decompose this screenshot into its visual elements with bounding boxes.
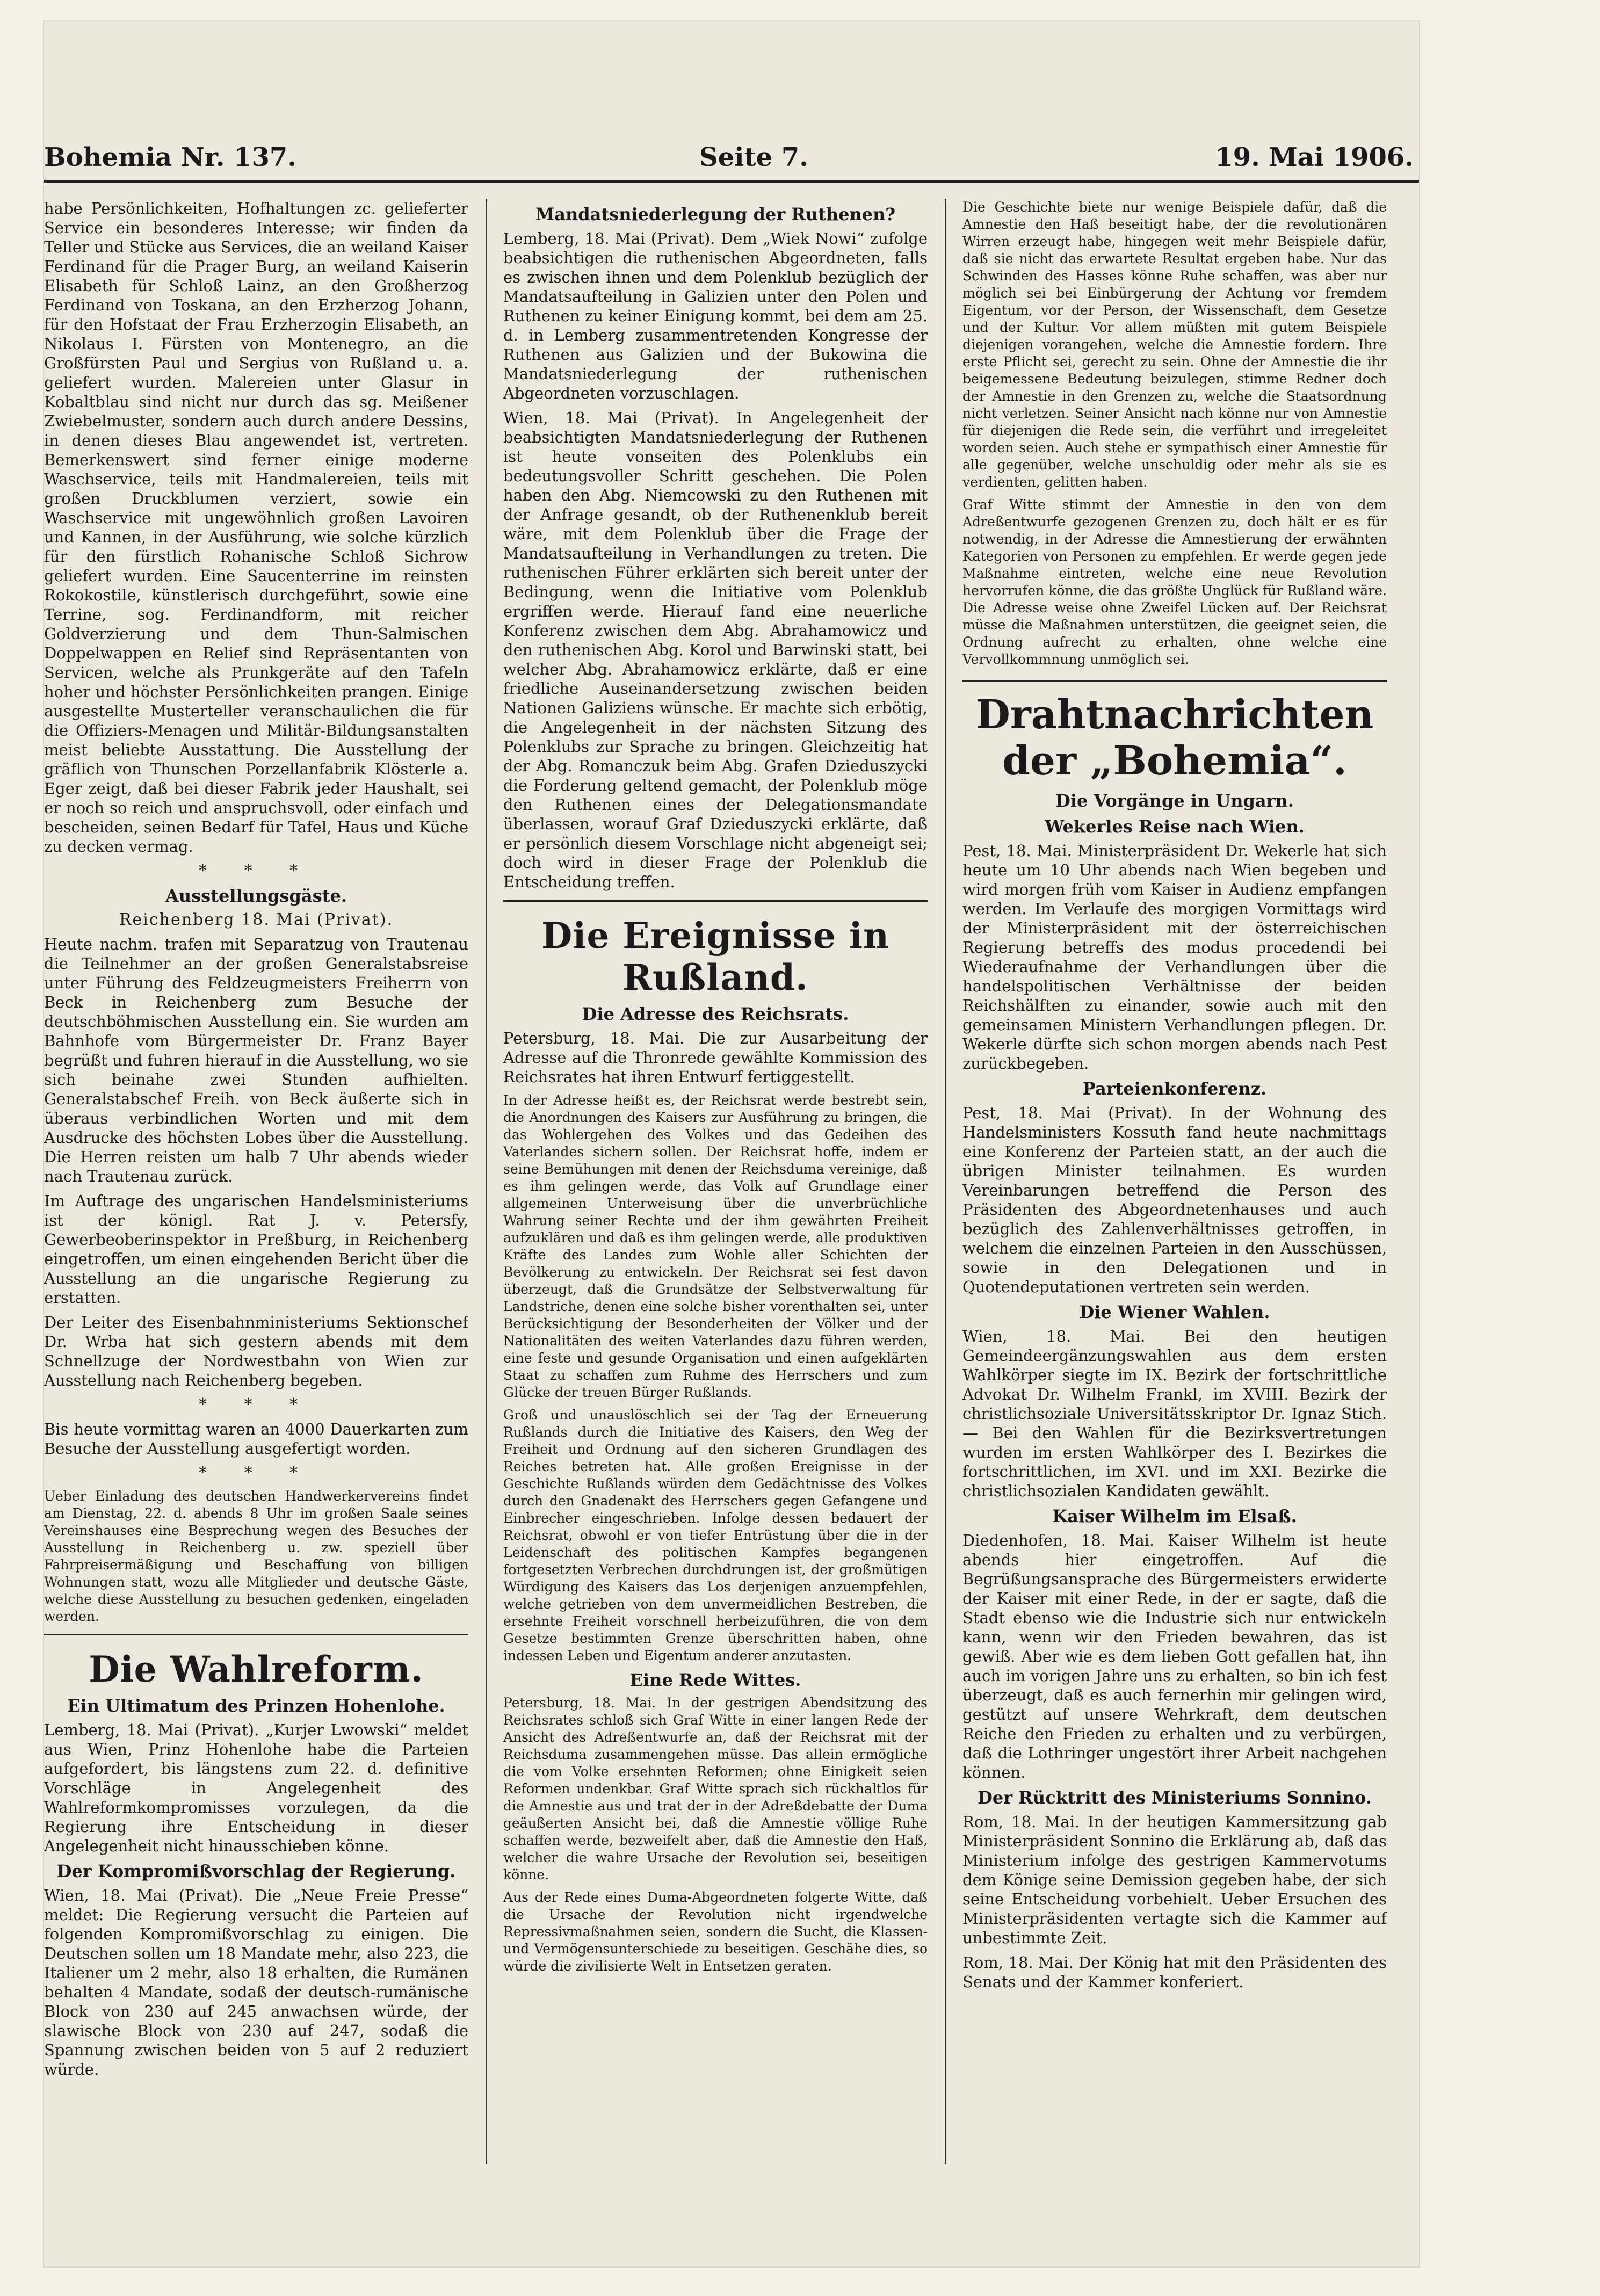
article-text: Lemberg, 18. Mai (Privat). Dem „Wiek Nowi“ zufolge beabsichtigen die ruthenischen Abgeordneten, falls es zwischen ihnen und dem Polenklub bezüglich der Mandatsaufteilung in Galizien unter den Polen und Ruthenen zu keiner Einigung kommt, bei dem am 25. d. in Lemberg zusammentretenden Kongresse der Ruthenen aus Galizien und der Bukowina die Mandatsniederlegung der ruthenischen Abgeordneten vorzuschlagen. <box>503 229 928 402</box>
column-3 <box>962 199 1387 2164</box>
article-text: Rom, 18. Mai. Der König hat mit den Präsidenten des Senats und der Kammer konferiert. <box>962 1953 1387 1991</box>
horizontal-rule <box>44 1634 468 1635</box>
article-text: Der Leiter des Eisenbahnministeriums Sektionschef Dr. Wrba hat sich gestern abends mit dem Schnellzuge der Nordwestbahn von Wien zur Ausstellung nach Reichenberg begeben. <box>44 1313 468 1389</box>
column-divider <box>486 199 487 2164</box>
article-text: Petersburg, 18. Mai. Die zur Ausarbeitung der Adresse auf die Thronrede gewählte Kommission des Reichsrates hat ihren Entwurf fertiggestellt. <box>503 1029 928 1086</box>
section-heading: Drahtnachrichten der „Bohemia“. <box>962 680 1387 784</box>
dateline: Reichenberg 18. Mai (Privat). <box>119 910 394 929</box>
article-text: Bis heute vormittag waren an 4000 Dauerkarten zum Besuche der Ausstellung ausgefertigt worden. <box>44 1420 468 1458</box>
article-heading: Ausstellungsgäste. <box>165 886 347 906</box>
column-1 <box>44 199 468 2164</box>
article-text: Groß und unauslöschlich sei der Tag der Erneuerung Rußlands durch die Initiative des Kaisers, den Weg der Freiheit und Ordnung auf den sicheren Grundlagen des Reiches betreten hat. Alle großen Ereignisse in der Geschichte Rußlands würden dem Gedächtnisse des Volkes durch den Gnadenakt des Herrschers gegen Gefangene und Einbrecher eingeschrieben. Infolge dessen bedauert der Reichsrat, obwohl er von tiefer Entrüstung über die in der Leidenschaft des politischen Kampfes begangenen fortgesetzten Verbrechen durchdrungen ist, der großmütigen Würdigung des Kaisers das Los derjenigen anzuempfehlen, welche getrieben von dem unvermeidlichen Bestreben, die ersehnte Freiheit vorschnell herbeizuführen, die von dem Gesetze bestimmten Grenze überschritten haben, ohne indessen Leben und Eigentum anderer anzutasten. <box>503 1407 928 1663</box>
article-text: Wien, 18. Mai. Bei den heutigen Gemeindeergänzungswahlen aus dem ersten Wahlkörper siegte im IX. Bezirk der fortschrittliche Advokat Dr. Wilhelm Frankl, im XVIII. Bezirk der christlichsoziale Universitätsskriptor Dr. Ignaz Stich. — Bei den Wahlen für die Bezirksvertretungen wurden im ersten Wahlkörper des I. Bezirkes die fortschrittlichen, im XVI. und im XXI. Bezirke die christlichsozialen Kandidaten gewählt. <box>962 1327 1387 1500</box>
article-text: Petersburg, 18. Mai. In der gestrigen Abendsitzung des Reichsrates schloß sich Graf Witte in einer langen Rede der Ansicht des Adreßentwurfe an, daß der Reichsrat mit der Reichsduma zusammengehen müsse. Das allein ermögliche die vom Volke ersehnten Reformen; ohne Einigkeit seien Reformen undenkbar. Graf Witte sprach sich rückhaltlos für die Amnestie aus und trat der in der Adreßdebatte der Duma geäußerten Ansicht bei, daß die Amnestie völlige Ruhe schaffen werde, bezweifelt aber, daß die Amnestie den Haß, welcher die wahre Ursache der Revolution sei, beseitigen könne. <box>503 1695 928 1882</box>
horizontal-rule <box>503 900 928 902</box>
article-text: Aus der Rede eines Duma-Abgeordneten folgerte Witte, daß die Ursache der Revolution nicht irgendwelche Repressivmaßnahmen seien, sondern die Sucht, die Klassen- und Vermögensunterschiede zu beseitigen. Geschähe dies, so würde die zivilisierte Welt in Entsetzen geraten. <box>503 1889 928 1974</box>
article-heading: Parteienkonferenz. <box>1082 1078 1267 1099</box>
section-separator: * * * <box>198 1395 314 1414</box>
newspaper-page <box>44 21 1419 2266</box>
article-heading: Der Kompromißvorschlag der Regierung. <box>56 1861 456 1881</box>
issue-number: Bohemia Nr. 137. <box>44 142 296 172</box>
article-text: Pest, 18. Mai. Ministerpräsident Dr. Wekerle hat sich heute um 10 Uhr abends nach Wien begeben und wird morgen früh vom Kaiser in Audienz empfangen werden. Im Verlaufe des morgigen Vormittags wird der Ministerpräsident mit der österreichischen Regierung betreffs des modus procedendi bei Wiederaufnahme der Verhandlungen über die handelspolitischen Verhältnisse der beiden Reichshälften zu einander, sowie auch mit den gemeinsamen Ministern Verhandlungen pflegen. Dr. Wekerle dürfte sich schon morgen abends nach Pest zurückbegeben. <box>962 842 1387 1073</box>
issue-date: 19. Mai 1906. <box>1215 142 1414 172</box>
section-separator: * * * <box>198 1464 314 1482</box>
article-text: Graf Witte stimmt der Amnestie in den von dem Adreßentwurfe gezogenen Grenzen zu, doch hält er es für notwendig, in der Adresse die Amnestierung der erwähnten Kategorien von Personen zu empfehlen. Er werde gegen jede Maßnahme eintreten, welche eine neue Revolution hervorrufen könne, die das größte Unglück für Rußland wäre. Die Adresse weise ohne Zweifel Lücken auf. Der Reichsrat müsse die Maßnahmen unterstützen, die geeignet seien, die Ordnung aufrecht zu erhalten, ohne welche eine Vervollkommnung unmöglich sei. <box>962 497 1387 667</box>
article-text: Heute nachm. trafen mit Separatzug von Trautenau die Teilnehmer an der großen Generalstabsreise unter Führung des Feldzeugmeisters Freiherrn von Beck in Reichenberg zum Besuche der deutschböhmischen Ausstellung ein. Sie wurden am Bahnhofe vom Bürgermeister Dr. Franz Bayer begrüßt und fuhren hierauf in die Ausstellung, wo sie sich beinahe zwei Stunden aufhielten. Generalstabschef Freih. von Beck äußerte sich in überaus verbindlichen Worten und mit dem Ausdrucke des höchsten Lobes über die Ausstellung. Die Herren reisten um halb 7 Uhr abends wieder nach Trautenau zurück. <box>44 935 468 1185</box>
page-number: Seite 7. <box>699 142 808 172</box>
article-heading: Der Rücktritt des Ministeriums Sonnino. <box>978 1787 1372 1808</box>
article-heading: Mandatsniederlegung der Ruthenen? <box>535 204 896 224</box>
article-text: Ueber Einladung des deutschen Handwerkervereins findet am Dienstag, 22. d. abends 8 Uhr im großen Saale seines Vereinshauses eine Besprechung wegen des Besuches der Ausstellung in Reichenberg u. zw. speziell über Fahrpreisermäßigung und Beschaffung von billigen Wohnungen statt, wozu alle Mitglieder und deutsche Gäste, welche diese Ausstellung zu besuchen gedenken, eingeladen werden. <box>44 1488 468 1624</box>
section-heading: Die Ereignisse in Rußland. <box>541 915 889 998</box>
article-heading: Die Vorgänge in Ungarn. <box>1055 791 1294 811</box>
article-text: In der Adresse heißt es, der Reichsrat werde bestrebt sein, die Anordnungen des Kaisers zur Ausführung zu bringen, die das Wohlergehen des Volkes und das Gedeihen des Vaterlandes sichern sollen. Der Reichsrat hoffe, indem er seine Bemühungen mit denen der Reichsduma vereinige, daß es ihm gelingen werde, das Volk auf Grundlage einer allgemeinen Unterweisung über die unverbrüchliche Wahrung seiner Rechte und der ihm gewährten Freiheit aufzuklären und daß es ihm gelingen werde, alle produktiven Kräfte des Landes zum Wohle aller Schichten der Bevölkerung zu entwickeln. Der Reichsrat sei fest davon überzeugt, daß die Grundsätze der Selbstverwaltung für Landstriche, denen eine solche bisher vorenthalten sei, unter Berücksichtigung der Besonderheiten der Völker und der Nationalitäten des weiten Vaterlandes dazu führen werden, eine feste und gesunde Organisation und einen aufgeklärten Staat zu schaffen zum Ruhme des Herrschers und zum Glücke der treuen Bürger Rußlands. <box>503 1092 928 1400</box>
article-heading: Eine Rede Wittes. <box>629 1670 801 1690</box>
article-heading: Die Adresse des Reichsrats. <box>582 1004 849 1024</box>
article-text: Pest, 18. Mai (Privat). In der Wohnung des Handelsministers Kossuth fand heute nachmittags eine Konferenz der Parteien statt, an der auch die übrigen Minister teilnahmen. Es wurden Vereinbarungen betreffend die Person des Präsidenten des Abgeordnetenhauses und auch bezüglich des Zahlenverhältnisses getroffen, in welchem die einzelnen Parteien in den Ausschüssen, sowie in den Delegationen und in Quotendeputationen vertreten sein werden. <box>962 1104 1387 1296</box>
article-heading: Kaiser Wilhelm im Elsaß. <box>1052 1506 1297 1526</box>
section-heading: Die Wahlreform. <box>89 1648 424 1690</box>
article-subheading: Wekerles Reise nach Wien. <box>1045 816 1305 837</box>
article-text: Wien, 18. Mai (Privat). Die „Neue Freie Presse“ meldet: Die Regierung versucht die Parteien auf folgenden Kompromißvorschlag zu einigen. Die Deutschen sollen um 18 Mandate mehr, also 223, die Italiener um 2 mehr, also 18 erhalten, die Rumänen behalten 4 Mandate, sodaß der deutsch-rumänische Block von 230 auf 245 anwachsen würde, der slawische Block von 230 auf 247, sodaß die Spannung zwischen beiden von 5 auf 2 reduziert würde. <box>44 1886 468 2078</box>
section-separator: * * * <box>198 861 314 880</box>
article-text: Rom, 18. Mai. In der heutigen Kammersitzung gab Ministerpräsident Sonnino die Erklärung ab, daß das Ministerium infolge des gestrigen Kammervotums dem Könige seine Demission gegeben habe, der sich seine Entscheidung vorbehielt. Ueber Ersuchen des Ministerpräsidenten vertagte sich die Kammer auf unbestimmte Zeit. <box>962 1813 1387 1947</box>
article-heading: Ein Ultimatum des Prinzen Hohenlohe. <box>67 1696 445 1716</box>
article-text: Im Auftrage des ungarischen Handelsministeriums ist der königl. Rat J. v. Petersfy, Gewerbeoberinspektor in Preßburg, in Reichenberg eingetroffen, um einen eingehenden Bericht über die Ausstellung an die ungarische Regierung zu erstatten. <box>44 1192 468 1307</box>
column-divider <box>945 199 946 2164</box>
article-text: Diedenhofen, 18. Mai. Kaiser Wilhelm ist heute abends hier eingetroffen. Auf die Begrüßungsansprache des Bürgermeisters erwiderte der Kaiser mit einer Rede, in der er sagte, daß die Stadt ebenso wie die Industrie sich nur entwickeln kann, wenn wir den Frieden bewahren, das ist gewiß. Aber wie es dem lieben Gott gefallen hat, ihn auch im vorigen Jahre uns zu erhalten, so bin ich fest überzeugt, daß es auch fernerhin mir gelingen wird, gestützt auf unsere Wehrkraft, dem deutschen Reiche den Frieden zu erhalten und zu verbürgen, daß die Lothringer ungestört ihrer Arbeit nachgehen können. <box>962 1531 1387 1781</box>
article-text: habe Persönlichkeiten, Hofhaltungen zc. gelieferter Service ein besonderes Interesse; wir finden da Teller und Stücke aus Services, die an weiland Kaiser Ferdinand für die Prager Burg, an weiland Kaiserin Elisabeth für Schloß Lainz, an den Großherzog Ferdinand von Toskana, an den Erzherzog Johann, für den Hofstaat der Frau Erzherzogin Elisabeth, an Nikolaus I. Fürsten von Montenegro, an die Großfürsten Paul und Sergius von Rußland u. a. geliefert wurden. Malereien unter Glasur in Kobaltblau sind nicht nur durch das sg. Meißener Zwiebelmuster, sondern auch durch andere Dessins, in denen dieses Blau angewendet ist, vertreten. Bemerkenswert sind ferner einige moderne Waschservice, teils mit Handmalereien, teils mit großen Druckblumen verziert, sowie ein Waschservice mit ungewöhnlich großen Lavoiren und Kannen, in der Ausführung, wie solche kürzlich für den fürstlich Rohanische Schloß Sichrow geliefert wurden. Eine Saucenterrine im reinsten Rokokostile, künstlerisch durchgeführt, sowie eine Terrine, sog. Ferdinandform, mit reicher Goldverzierung und dem Thun-Salmischen Doppelwappen en Relief sind Repräsentanten von Servicen, welche als Prunkgeräte auf den Tafeln hoher und höchster Persönlichkeiten prangen. Einige ausgestellte Musterteller veranschaulichen die für die Offiziers-Menagen und Militär-Bildungsanstalten meist beliebte Ausstattung. Die Ausstellung der gräflich von Thunschen Porzellanfabrik Klösterle a. Eger zeigt, daß bei dieser Fabrik jeder Haushalt, sei er noch so reich und anspruchsvoll, oder einfach und bescheiden, seinen Bedarf für Tafel, Haus und Küche zu decken vermag. <box>44 199 468 856</box>
article-text: Wien, 18. Mai (Privat). In Angelegenheit der beabsichtigten Mandatsniederlegung der Ruthenen ist heute vonseiten des Polenklubs ein bedeutungsvoller Schritt geschehen. Die Polen haben den Abg. Niemcowski zu den Ruthenen mit der Anfrage gesandt, ob der Ruthenenklub bereit wäre, mit dem Polenklub über die Frage der Mandatsaufteilung in Verhandlungen zu treten. Die ruthenischen Führer erklärten sich bereit unter der Bedingung, wenn die Initiative vom Polenklub ergriffen werde. Hierauf fand eine neuerliche Konferenz zwischen dem Abg. Abrahamowicz und den ruthenischen Abg. Korol und Barwinski statt, bei welcher Abg. Abrahamowicz erklärte, daß er eine friedliche Auseinandersetzung zwischen beiden Nationen Galiziens wünsche. Er machte sich erbötig, die Angelegenheit in der nächsten Sitzung des Polenklubs zur Sprache zu bringen. Gleichzeitig hat der Abg. Romanczuk beim Abg. Grafen Dzieduszycki die Forderung geltend gemacht, der Polenklub möge den Ruthenen eines der Delegationsmandate überlassen, worauf Graf Dzieduszycki erklärte, daß er persönlich diesem Vorschlage nicht abgeneigt sei; doch wird in dieser Frage der Polenklub die Entscheidung treffen. <box>503 409 928 891</box>
page-header <box>44 137 1419 183</box>
column-2 <box>503 199 928 2164</box>
article-text: Die Geschichte biete nur wenige Beispiele dafür, daß die Amnestie den Haß beseitigt habe, der die revolutionären Wirren erzeugt habe, hingegen weit mehr Beispiele dafür, daß sie nicht das erwartete Resultat ergeben habe. Nur das Schwinden des Hasses könne Ruhe schaffen, was aber nur möglich sei bei Einbürgerung der Achtung vor fremdem Eigentum, vor der Person, der Wissenschaft, dem Gesetze und der Kultur. Vor allem müßten mit gutem Beispiele diejenigen vorangehen, welche die Amnestie fordern. Ihre erste Pflicht sei, gerecht zu sein. Ohne der Amnestie die ihr beigemessene Bedeutung beizulegen, stimme Redner doch der Amnestie in den Grenzen zu, welche die Staatsordnung nicht verletzen. Seiner Ansicht nach könne nur von Amnestie für diejenigen die Rede sein, die verführt und irregeleitet worden seien. Auch stehe er sympathisch einer Amnestie für alle gegenüber, welche unschuldig oder mehr als sie es verdienten, gelitten haben. <box>962 199 1387 490</box>
article-text: Lemberg, 18. Mai (Privat). „Kurjer Lwowski“ meldet aus Wien, Prinz Hohenlohe habe die Parteien aufgefordert, bis längstens zum 22. d. definitive Vorschläge in Angelegenheit des Wahlreformkompromisses vorzulegen, da die Regierung ihre Entscheidung in dieser Angelegenheit nicht hinausschieben könne. <box>44 1721 468 1855</box>
article-heading: Die Wiener Wahlen. <box>1079 1302 1270 1322</box>
